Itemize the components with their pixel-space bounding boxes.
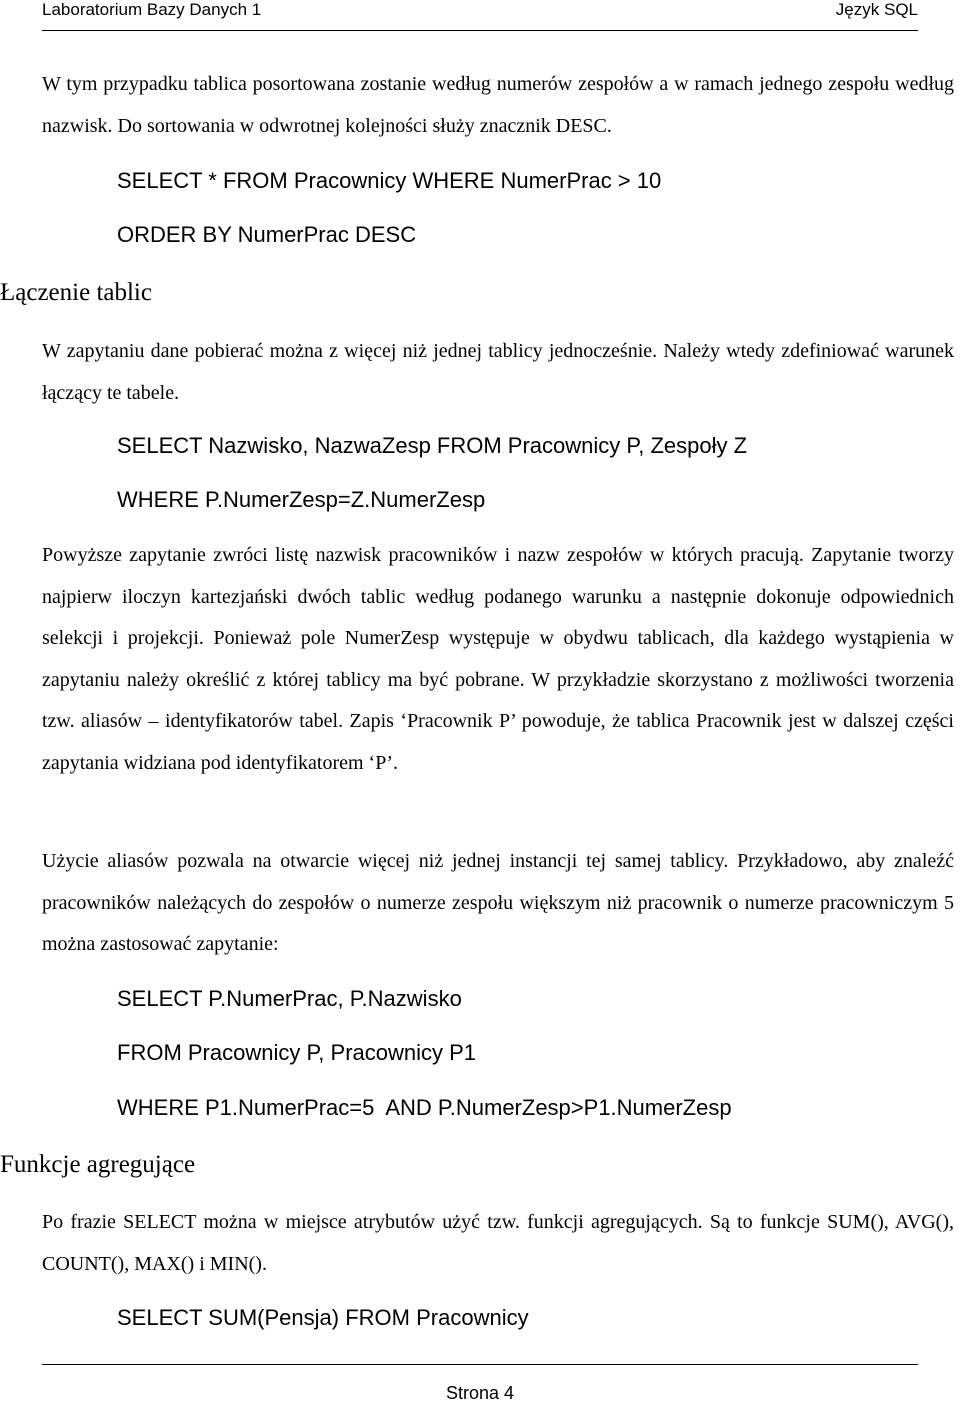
paragraph-join-explanation: Powyższe zapytanie zwróci listę nazwisk pracowników i nazw zespołów w których pracują. Zapytanie tworzy najpierw iloczyn kartezjański dwóch tablic według podanego warunku a następnie dokonuje odpowiednich selekcji i projekcji. Ponieważ pole NumerZesp występuje w obydwu tablicach, dla każdego wystąpienia w zapytaniu należy określić z której tablicy ma być pobrane. W przykładzie skorzystano z możliwości tworzenia tzw. aliasów – identyfikatorów tabel. Zapis ‘Pracownik P’ powoduje, że tablica Pracownik jest w dalszej części zapytania widziana pod identyfikatorem ‘P’. <box>42 544 954 774</box>
code-line: ORDER BY NumerPrac DESC <box>117 222 417 247</box>
section-heading-joins: Łączenie tablic <box>0 279 152 306</box>
code-line: FROM Pracownicy P, Pracownicy P1 <box>117 1040 477 1065</box>
code-line: SELECT Nazwisko, NazwaZesp FROM Pracownicy P, Zespoły Z <box>117 433 748 458</box>
section-heading-aggregates: Funkcje agregujące <box>0 1151 196 1178</box>
paragraph-aliases: Użycie aliasów pozwala na otwarcie więcej niż jednej instancji tej samej tablicy. Przykładowo, aby znaleźć pracowników należących do zespołów o numerze zespołu większym niż pracownik o numerze pracowniczym 5 można zastosować zapytanie: <box>42 850 954 955</box>
page-number: Strona 4 <box>445 1383 515 1403</box>
paragraph-aggregates: Po frazie SELECT można w miejsce atrybutów użyć tzw. funkcji agregujących. Są to funkcje SUM(), AVG(), COUNT(), MAX() i MIN(). <box>42 1211 954 1275</box>
code-line: SELECT SUM(Pensja) FROM Pracownicy <box>117 1305 529 1330</box>
page-header <box>42 0 918 31</box>
header-topic: Język SQL <box>835 0 918 19</box>
code-line: WHERE P.NumerZesp=Z.NumerZesp <box>117 487 486 512</box>
code-line: WHERE P1.NumerPrac=5 AND P.NumerZesp>P1.NumerZesp <box>117 1095 732 1120</box>
paragraph-sorting: W tym przypadku tablica posortowana zostanie według numerów zespołów a w ramach jednego zespołu według nazwisk. Do sortowania w odwrotnej kolejności służy znacznik DESC. <box>42 73 954 137</box>
header-course-title: Laboratorium Bazy Danych 1 <box>42 0 262 19</box>
code-line: SELECT P.NumerPrac, P.Nazwisko <box>117 986 462 1011</box>
paragraph-joins-intro: W zapytaniu dane pobierać można z więcej niż jednej tablicy jednocześnie. Należy wtedy zdefiniować warunek łączący te tabele. <box>42 340 954 404</box>
footer-divider <box>42 1364 918 1365</box>
code-line: SELECT * FROM Pracownicy WHERE NumerPrac > 10 <box>117 168 662 193</box>
